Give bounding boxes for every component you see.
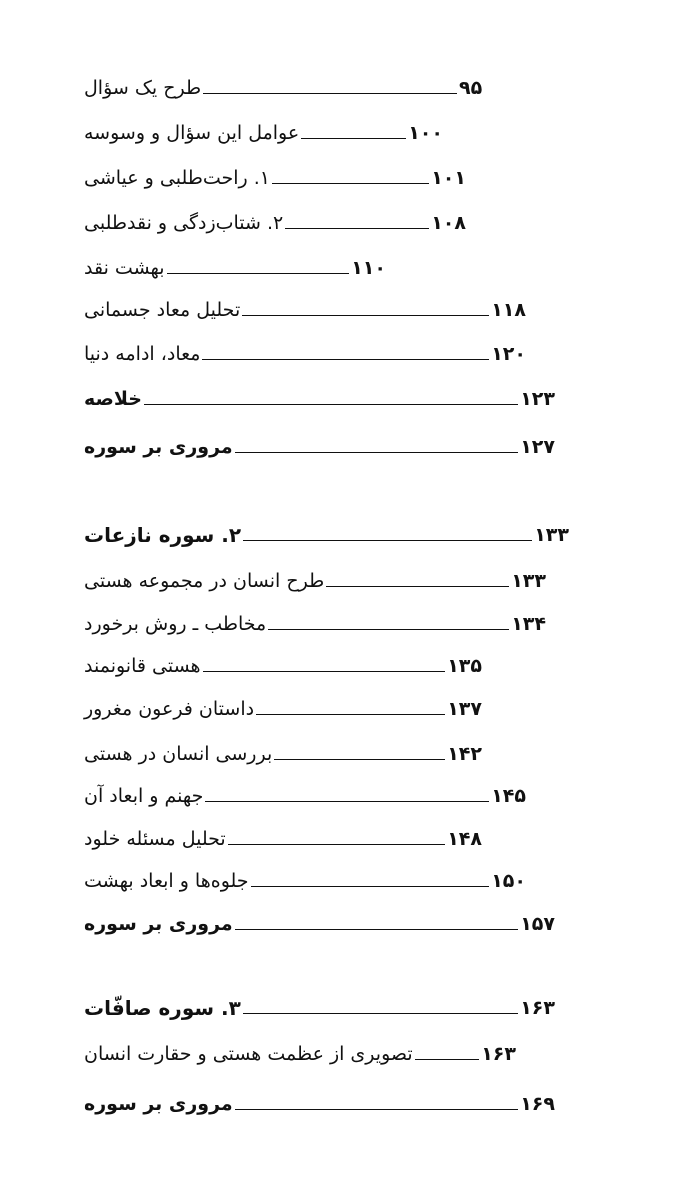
dot-leader <box>205 801 489 802</box>
toc-entry-page: ۱۰۱ <box>431 167 466 189</box>
toc-entry <box>84 197 466 237</box>
dot-leader <box>242 315 489 316</box>
toc-entry-page: ۱۶۹ <box>520 1093 555 1115</box>
toc-entry <box>84 683 482 723</box>
toc-entry-title: بهشت نقد <box>84 257 165 279</box>
toc-chapter-title: ۲. سوره نازعات <box>84 523 242 547</box>
dot-leader <box>285 228 429 229</box>
toc-chapter-title: ۳. سوره صافّات <box>84 996 241 1020</box>
toc-entry <box>84 770 526 810</box>
dot-leader <box>268 629 509 630</box>
dot-leader <box>235 452 519 453</box>
dot-leader <box>274 759 445 760</box>
toc-entry-page: ۱۳۷ <box>447 698 482 720</box>
toc-entry-page: ۱۳۳ <box>511 570 546 592</box>
toc-entry-page: ۱۴۲ <box>447 743 482 765</box>
toc-entry-title: جهنم و ابعاد آن <box>84 785 204 807</box>
toc-entry-page: ۹۵ <box>459 77 483 99</box>
toc-entry-title: معاد، ادامه دنیا <box>84 343 201 365</box>
dot-leader <box>301 138 406 139</box>
toc-entry <box>84 373 555 413</box>
toc-entry-page: ۱۲۳ <box>520 388 555 410</box>
toc-entry-page: ۱۲۷ <box>520 436 555 458</box>
toc-entry <box>84 1078 555 1118</box>
toc-entry-title: جلوه‌ها و ابعاد بهشت <box>84 870 249 892</box>
toc-entry-title: طرح یک سؤال <box>84 77 202 99</box>
toc-entry <box>84 152 466 192</box>
toc-entry-title: مروری بر سوره <box>84 1093 233 1115</box>
dot-leader <box>203 93 457 94</box>
toc-entry-page: ۱۵۷ <box>520 913 555 935</box>
toc-entry-page: ۱۳۴ <box>511 613 546 635</box>
toc-entry-title: تحلیل معاد جسمانی <box>84 299 241 321</box>
toc-entry <box>84 555 546 595</box>
toc-entry <box>84 728 482 768</box>
toc-entry-page: ۱۰۰ <box>408 122 443 144</box>
toc-entry <box>84 813 482 853</box>
toc-entry-page: ۱۴۵ <box>491 785 526 807</box>
toc-entry <box>84 284 526 324</box>
toc-entry-title: ۲. شتاب‌زدگی و نقدطلبی <box>84 212 284 234</box>
toc-entry-title: مروری بر سوره <box>84 913 233 935</box>
dot-leader <box>256 714 445 715</box>
toc-entry-title: داستان فرعون مغرور <box>84 698 255 720</box>
dot-leader <box>326 586 509 587</box>
toc-entry-page: ۱۵۰ <box>491 870 526 892</box>
dot-leader <box>203 671 446 672</box>
toc-entry <box>84 328 526 368</box>
dot-leader <box>202 359 489 360</box>
toc-entry <box>84 898 555 938</box>
toc-entry <box>84 62 491 102</box>
toc-entry-title: بررسی انسان در هستی <box>84 743 273 765</box>
toc-entry-title: خلاصه <box>84 388 143 410</box>
toc-entry-page: ۱۶۳ <box>481 1043 516 1065</box>
toc-entry-page: ۱۳۳ <box>534 524 569 546</box>
toc-entry <box>84 107 443 147</box>
dot-leader <box>235 929 519 930</box>
toc-entry-page: ۱۲۰ <box>491 343 526 365</box>
toc-entry-title: مروری بر سوره <box>84 436 233 458</box>
toc-entry <box>84 640 482 680</box>
toc-entry-page: ۱۱۰ <box>351 257 386 279</box>
toc-entry-page: ۱۳۵ <box>447 655 482 677</box>
toc-entry-title: هستی قانونمند <box>84 655 201 677</box>
toc-entry-title: تحلیل مسئله خلود <box>84 828 226 850</box>
toc-entry <box>84 421 555 461</box>
toc-entry-title: مخاطب ـ روش برخورد <box>84 613 267 635</box>
dot-leader <box>235 1109 519 1110</box>
toc-entry <box>84 598 546 638</box>
toc-entry-page: ۱۴۸ <box>447 828 482 850</box>
dot-leader <box>167 273 350 274</box>
toc-entry <box>84 855 526 895</box>
toc-chapter-entry <box>84 509 569 549</box>
toc-entry-page: ۱۶۳ <box>520 997 555 1019</box>
toc-entry-page: ۱۰۸ <box>431 212 466 234</box>
toc-entry-page: ۱۱۸ <box>491 299 526 321</box>
dot-leader <box>251 886 490 887</box>
dot-leader <box>228 844 446 845</box>
toc-entry-title: ۱. راحت‌طلبی و عیاشی <box>84 167 271 189</box>
toc-chapter-entry <box>84 982 555 1022</box>
dot-leader <box>415 1059 480 1060</box>
dot-leader <box>272 183 429 184</box>
toc-entry <box>84 1028 516 1068</box>
dot-leader <box>144 404 518 405</box>
toc-entry-title: طرح انسان در مجموعه هستی <box>84 570 325 592</box>
toc-entry-title: تصویری از عظمت هستی و حقارت انسان <box>84 1043 413 1065</box>
toc-entry-title: عوامل این سؤال و وسوسه <box>84 122 300 144</box>
dot-leader <box>243 540 532 541</box>
dot-leader <box>243 1013 518 1014</box>
toc-entry <box>84 242 386 282</box>
